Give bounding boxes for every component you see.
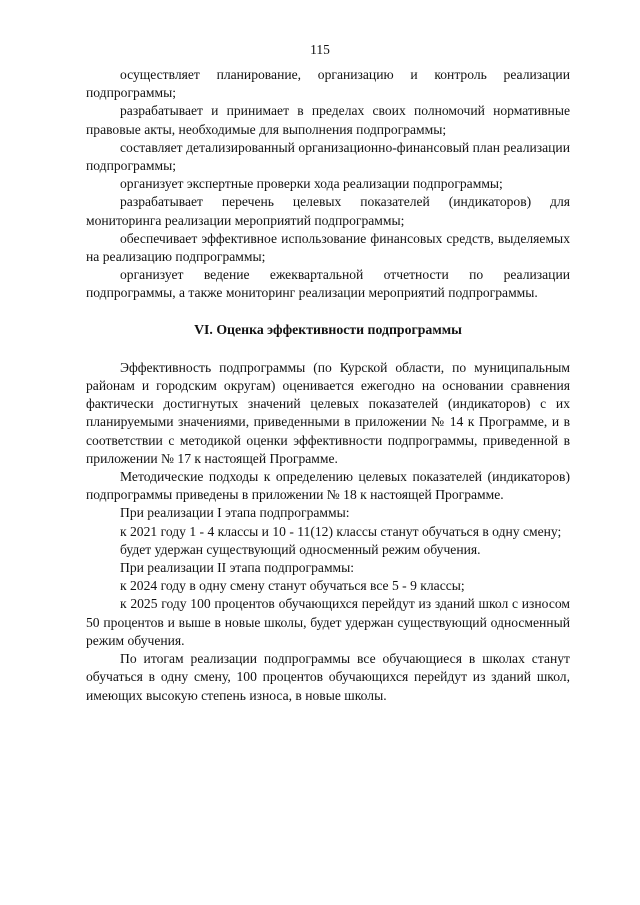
- paragraph-normative-acts: разрабатывает и принимает в пределах своих полномочий нормативные правовые акты, необходимые для выполнения подпрограммы;: [86, 103, 570, 137]
- paragraph-financial-plan: составляет детализированный организационно-финансовый план реализации подпрограммы;: [86, 139, 570, 174]
- paragraph-funds-usage: обеспечивает эффективное использование финансовых средств, выделяемых на реализацию подпрограммы;: [86, 230, 570, 265]
- paragraph-efficiency-assessment: Эффективность подпрограммы (по Курской области, по муниципальным районам и городским округам) оценивается ежегодно на основании сравнения фактически достигнутых значений целевых показателей (индикаторов) с их планируемыми значениями, приведенными в приложении № 14 к Программе, и в соответствии с методикой оценки эффективности подпрограммы, приведенной в приложении № 17 к настоящей Программе.: [86, 359, 570, 466]
- paragraph-stage-1-item-1: к 2021 году 1 - 4 классы и 10 - 11(12) классы станут обучаться в одну смену;: [120, 523, 562, 539]
- paragraph-expert-checks: организует экспертные проверки хода реализации подпрограммы;: [120, 176, 503, 192]
- paragraph-stage-1-item-2: будет удержан существующий односменный режим обучения.: [120, 541, 481, 557]
- paragraph-methodical-approaches: Методические подходы к определению целевых показателей (индикаторов) подпрограммы приведены в приложении № 18 к настоящей Программе.: [86, 469, 570, 503]
- paragraph-stage-1-title: При реализации I этапа подпрограммы:: [120, 505, 350, 521]
- paragraph-stage-2-item-2: к 2025 году 100 процентов обучающихся перейдут из зданий школ с износом 50 процентов и выше в новые школы, будет удержан существующий односменный режим обучения.: [86, 596, 570, 648]
- paragraph-indicators-list: разрабатывает перечень целевых показателей (индикаторов) для мониторинга реализации мероприятий подпрограммы;: [86, 194, 570, 228]
- paragraph-results: По итогам реализации подпрограммы все обучающиеся в школах станут обучаться в одну смену, 100 процентов обучающихся перейдут из зданий школ, имеющих высокую степень износа, в новые школы.: [86, 651, 570, 703]
- paragraph-stage-2-item-1: к 2024 году в одну смену станут обучаться все 5 - 9 классы;: [120, 578, 465, 594]
- document-body: [86, 66, 570, 705]
- page-number: 115: [310, 42, 330, 57]
- paragraph-quarterly-reporting: организует ведение ежеквартальной отчетности по реализации подпрограммы, а также мониторинг реализации мероприятий подпрограммы.: [86, 267, 570, 301]
- section-heading: VI. Оценка эффективности подпрограммы: [194, 321, 462, 337]
- paragraph-planning: осуществляет планирование, организацию и контроль реализации подпрограммы;: [86, 67, 570, 101]
- paragraph-stage-2-title: При реализации II этапа подпрограммы:: [120, 560, 355, 576]
